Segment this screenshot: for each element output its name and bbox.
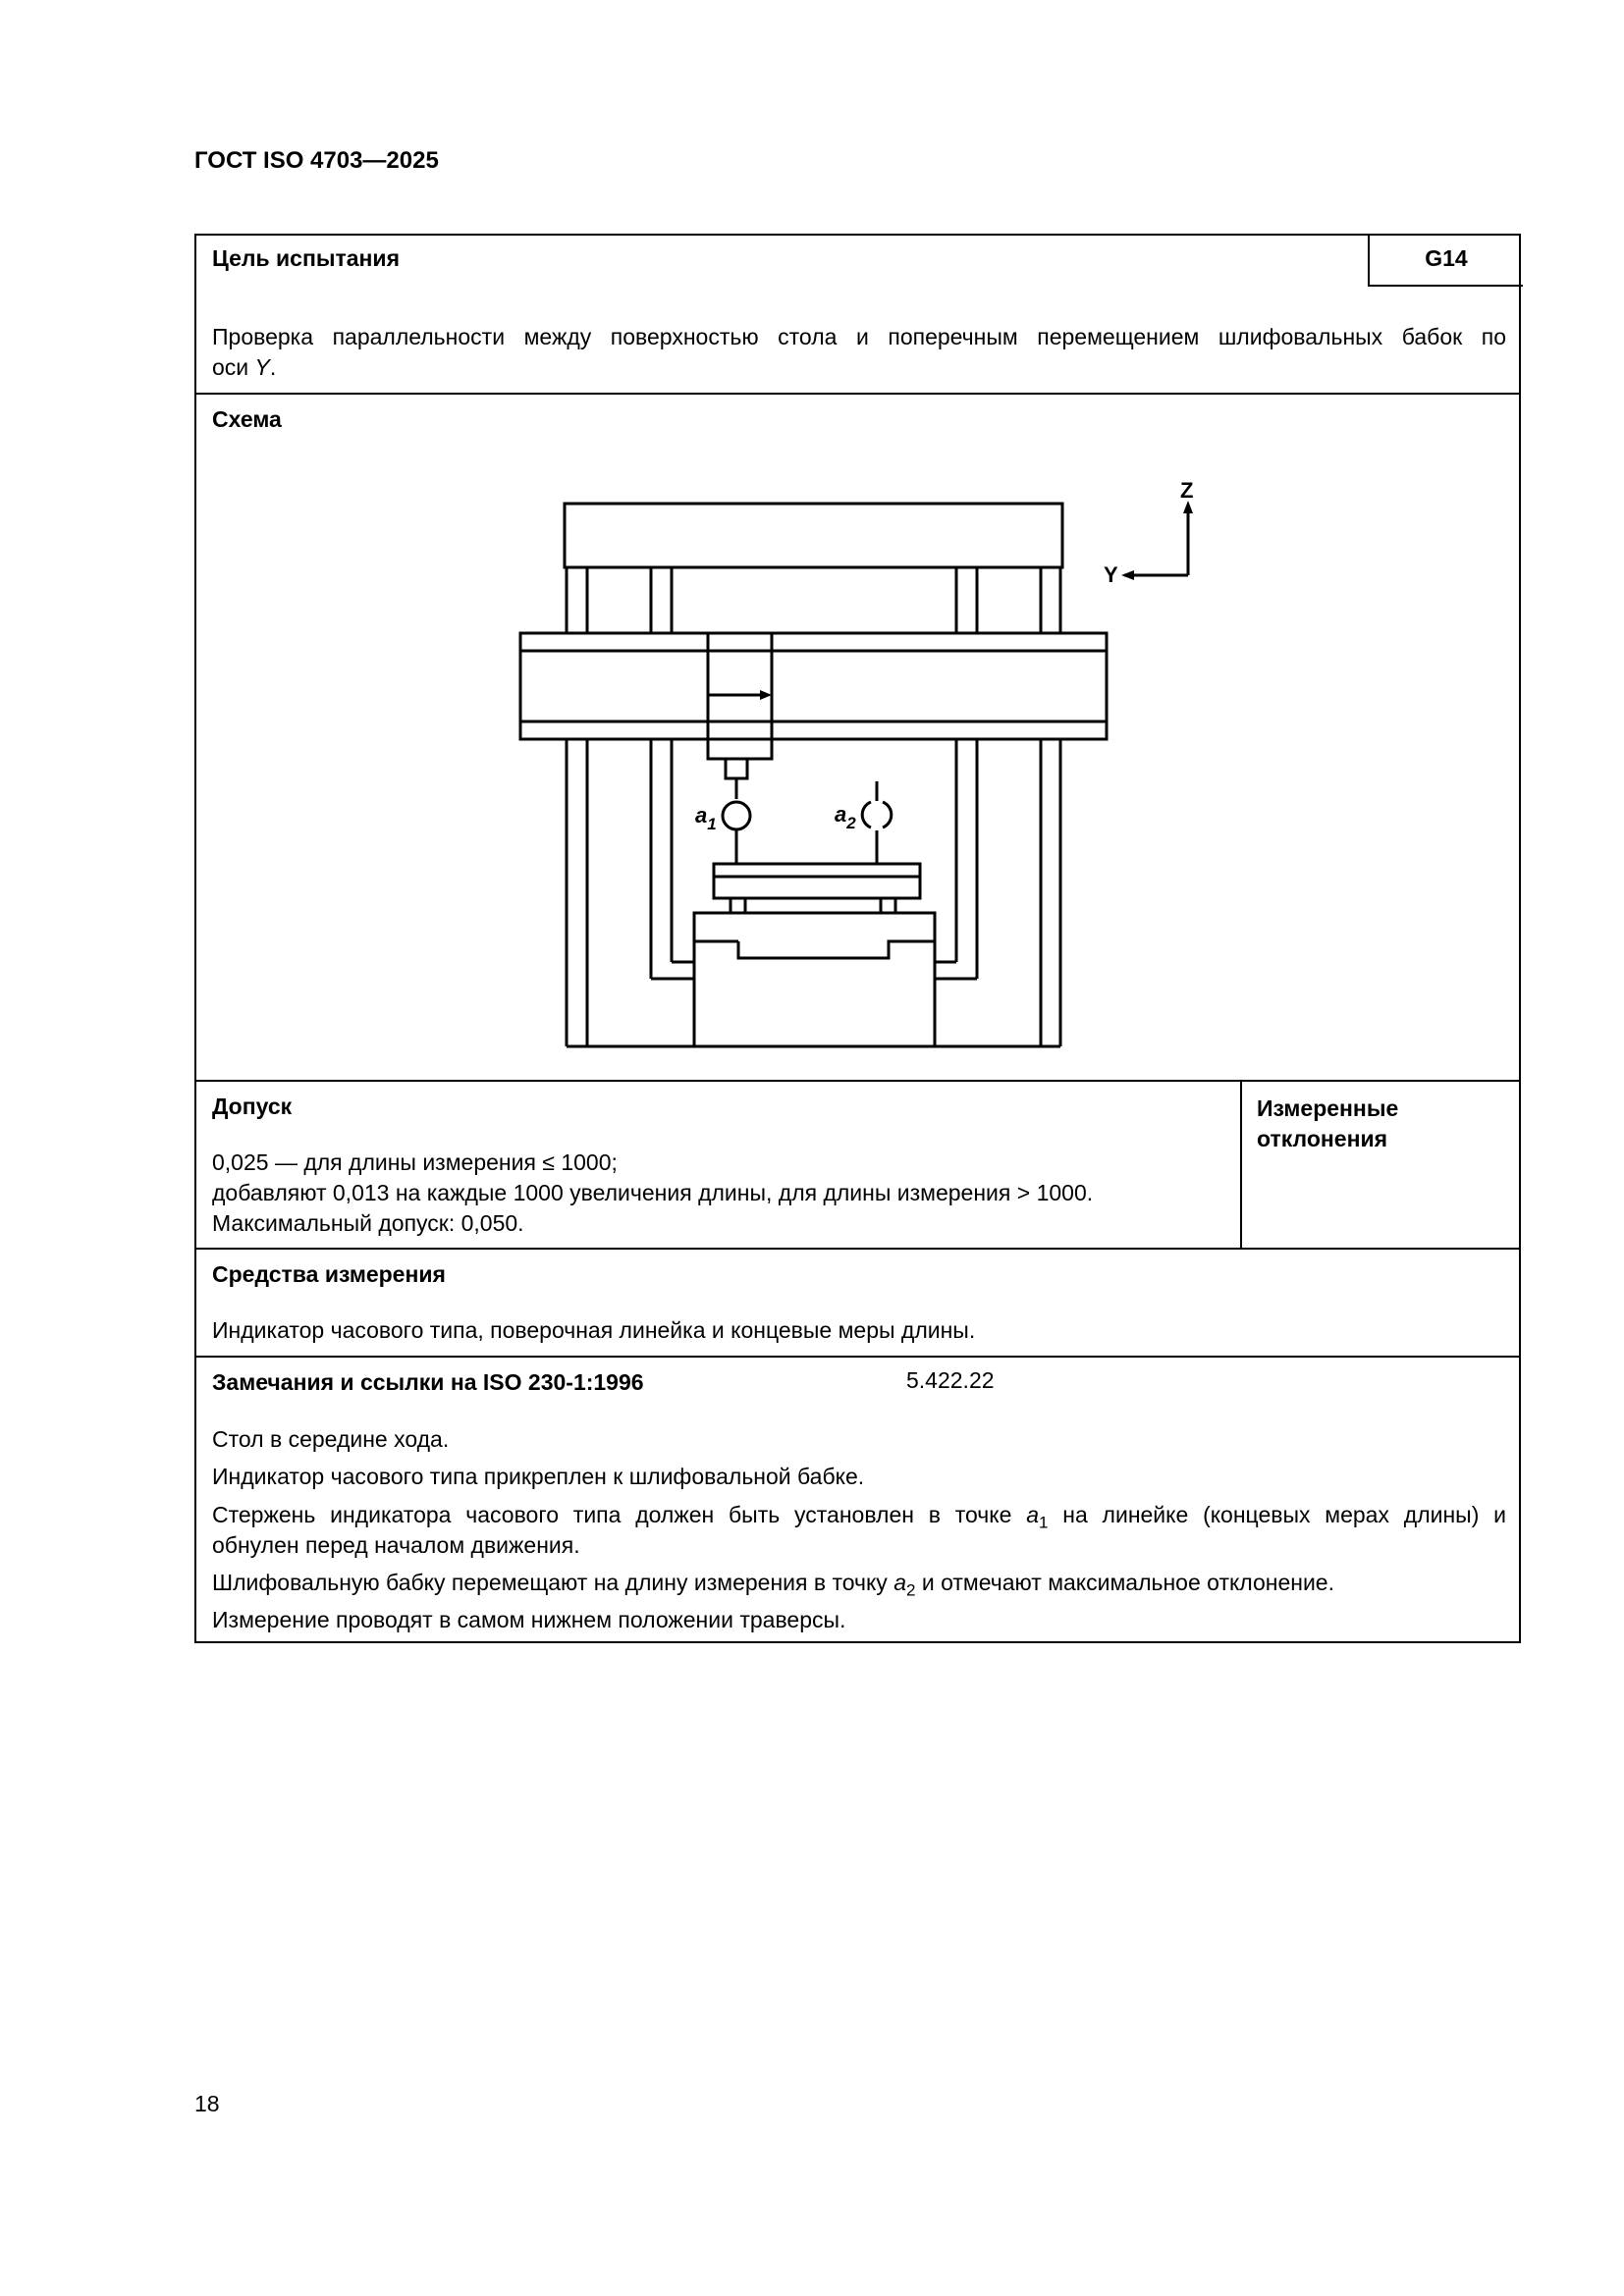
- document-header: ГОСТ ISO 4703—2025: [194, 147, 439, 174]
- divider-instruments: [196, 1248, 1519, 1250]
- remarks-line3-suffix: на линейке (концевых мерах длины) и: [1048, 1502, 1506, 1527]
- remarks-line5-prefix: Шлифовальную бабку перемещают на длину измерения в точку: [212, 1570, 894, 1595]
- instruments-text: Индикатор часового типа, поверочная линейка и концевые меры длины.: [212, 1317, 976, 1343]
- remarks-reference: 5.422.22: [906, 1367, 995, 1393]
- point-a1-letter: a: [695, 803, 708, 828]
- point-a1-subscript: 1: [707, 815, 717, 833]
- remarks-line6: Измерение проводят в самом нижнем положении траверсы.: [212, 1607, 846, 1632]
- remarks-line3-point: a: [1026, 1502, 1039, 1527]
- test-form: [194, 234, 1521, 1643]
- tolerance-label: Допуск: [212, 1094, 293, 1119]
- axis-z-label: Z: [1180, 478, 1194, 503]
- remarks-line5-subscript: 2: [906, 1580, 916, 1600]
- page-number: 18: [194, 2091, 220, 2116]
- purpose-text-prefix: оси: [212, 354, 255, 380]
- scheme-label: Схема: [212, 406, 282, 432]
- divider-remarks: [196, 1356, 1519, 1358]
- remarks-line5-suffix: и отмечают максимальное отклонение.: [915, 1570, 1334, 1595]
- test-code: G14: [1425, 245, 1468, 271]
- point-a2-letter: a: [835, 802, 847, 827]
- instruments-label: Средства измерения: [212, 1261, 446, 1287]
- measured-divider: [1240, 1080, 1242, 1248]
- remarks-line5: [212, 1568, 1334, 1606]
- remarks-line4: обнулен перед началом движения.: [212, 1532, 580, 1558]
- remarks-line1: Стол в середине хода.: [212, 1426, 450, 1452]
- remarks-line2: Индикатор часового типа прикреплен к шлифовальной бабке.: [212, 1464, 865, 1489]
- remarks-label: Замечания и ссылки на ISO 230-1:1996: [212, 1369, 644, 1395]
- divider-tolerance: [196, 1080, 1519, 1082]
- remarks-line3-prefix: Стержень индикатора часового типа должен быть установлен в точке: [212, 1502, 1027, 1527]
- point-a2-label: [835, 802, 856, 832]
- measured-label-line1: Измеренные: [1257, 1095, 1399, 1121]
- tolerance-line2: добавляют 0,013 на каждые 1000 увеличения длины, для длины измерения > 1000.: [212, 1180, 1094, 1205]
- measured-deviations-label: [1257, 1094, 1398, 1154]
- point-a1-label: [695, 803, 717, 833]
- point-a2-subscript: 2: [846, 814, 856, 832]
- measured-label-line2: отклонения: [1257, 1126, 1388, 1151]
- purpose-axis: Y: [254, 354, 270, 380]
- purpose-label: Цель испытания: [212, 245, 400, 271]
- remarks-line5-point: a: [893, 1570, 906, 1595]
- tolerance-line1: 0,025 — для длины измерения ≤ 1000;: [212, 1149, 618, 1175]
- tolerance-line3: Максимальный допуск: 0,050.: [212, 1210, 524, 1236]
- axis-y-label: Y: [1104, 562, 1118, 587]
- remarks-line3-subscript: 1: [1039, 1513, 1049, 1532]
- purpose-text-line1: Проверка параллельности между поверхностью стола и поперечным перемещением шлифовальных бабок по: [212, 324, 1506, 349]
- purpose-text-suffix: .: [269, 354, 277, 380]
- machine-scheme-diagram: [196, 236, 1519, 1080]
